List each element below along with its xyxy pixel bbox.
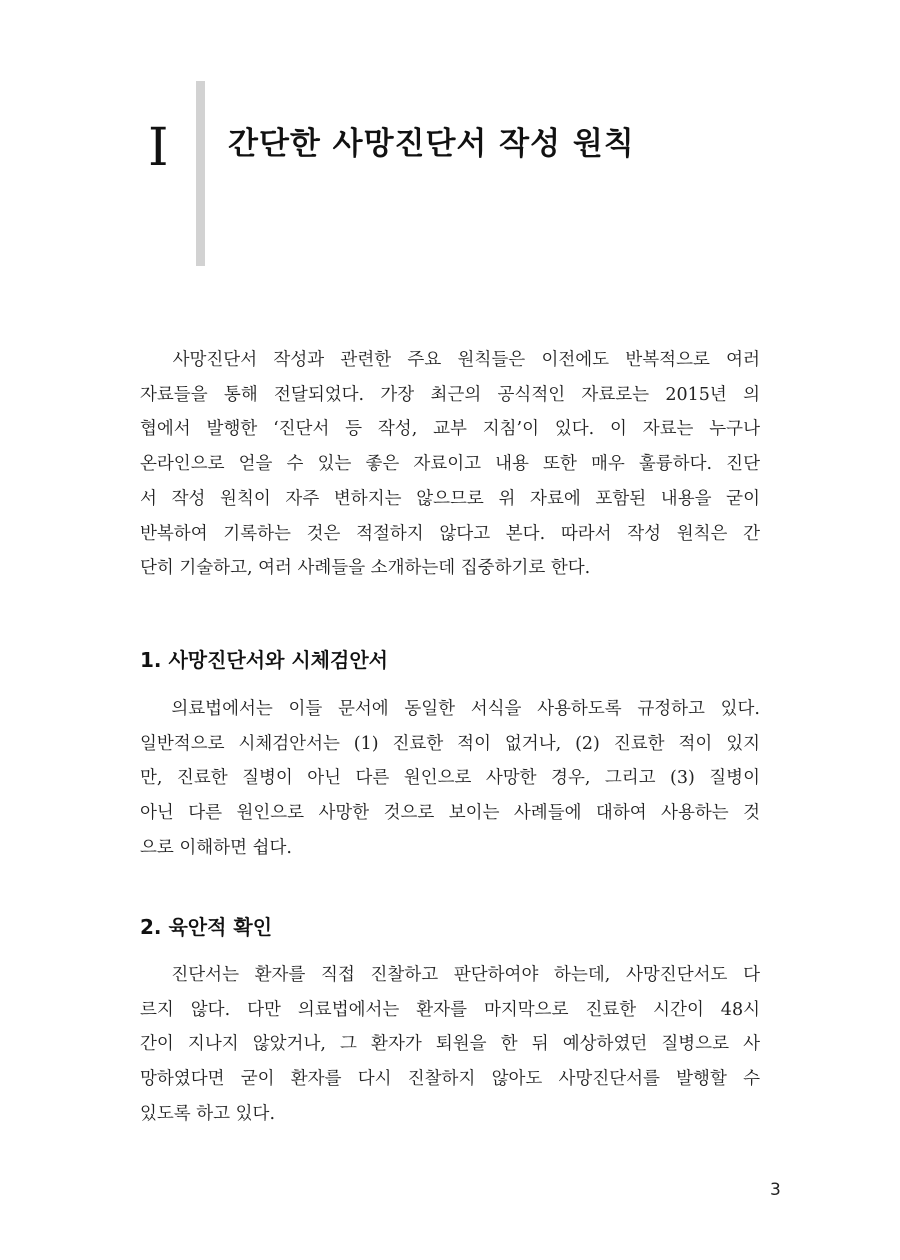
- text-line: 간이 지나지 않았거나, 그 환자가 퇴원을 한 뒤 예상하였던 질병으로 사: [140, 1034, 760, 1055]
- text-line: 망하였다면 굳이 환자를 다시 진찰하지 않아도 사망진단서를 발행할 수: [140, 1069, 760, 1090]
- page-number: 3: [770, 1180, 781, 1200]
- text-line: 온라인으로 얻을 수 있는 좋은 자료이고 내용 또한 매우 훌륭하다. 진단: [140, 454, 760, 475]
- text-line: 서 작성 원칙이 자주 변하지는 않으므로 위 자료에 포함된 내용을 굳이: [140, 488, 760, 509]
- text-line: 사망진단서 작성과 관련한 주요 원칙들은 이전에도 반복적으로 여러: [140, 350, 760, 370]
- chapter-divider-bar: [196, 81, 205, 266]
- section-2-paragraph: [140, 958, 760, 1132]
- text-line: 아닌 다른 원인으로 사망한 것으로 보이는 사례들에 대하여 사용하는 것: [140, 803, 760, 824]
- section-heading-2: 2. 육안적 확인: [140, 915, 273, 939]
- text-line: 으로 이해하면 쉽다.: [140, 837, 292, 858]
- text-line: 일반적으로 시체검안서는 (1) 진료한 적이 없거나, (2) 진료한 적이 있지: [140, 733, 760, 754]
- intro-paragraph: [140, 343, 760, 586]
- text-line: 반복하여 기록하는 것은 적절하지 않다고 본다. 따라서 작성 원칙은 간: [140, 523, 760, 544]
- text-line: 협에서 발행한 ‘진단서 등 작성, 교부 지침’이 있다. 이 자료는 누구나: [140, 419, 760, 440]
- section-1-paragraph: [140, 692, 760, 866]
- text-line: 있도록 하고 있다.: [140, 1103, 276, 1124]
- text-line: 르지 않다. 다만 의료법에서는 환자를 마지막으로 진료한 시간이 48시: [140, 999, 760, 1020]
- text-line: 단히 기술하고, 여러 사례들을 소개하는데 집중하기로 한다.: [140, 558, 591, 579]
- chapter-numeral: I: [148, 118, 169, 178]
- text-line: 만, 진료한 질병이 아닌 다른 원인으로 사망한 경우, 그리고 (3) 질병이: [140, 768, 760, 789]
- text-line: 의료법에서는 이들 문서에 동일한 서식을 사용하도록 규정하고 있다.: [140, 699, 760, 719]
- chapter-title: 간단한 사망진단서 작성 원칙: [228, 126, 635, 162]
- text-line: 진단서는 환자를 직접 진찰하고 판단하여야 하는데, 사망진단서도 다: [140, 965, 760, 985]
- text-line: 자료들을 통해 전달되었다. 가장 최근의 공식적인 자료로는 2015년 의: [140, 384, 760, 405]
- section-heading-1: 1. 사망진단서와 시체검안서: [140, 648, 388, 672]
